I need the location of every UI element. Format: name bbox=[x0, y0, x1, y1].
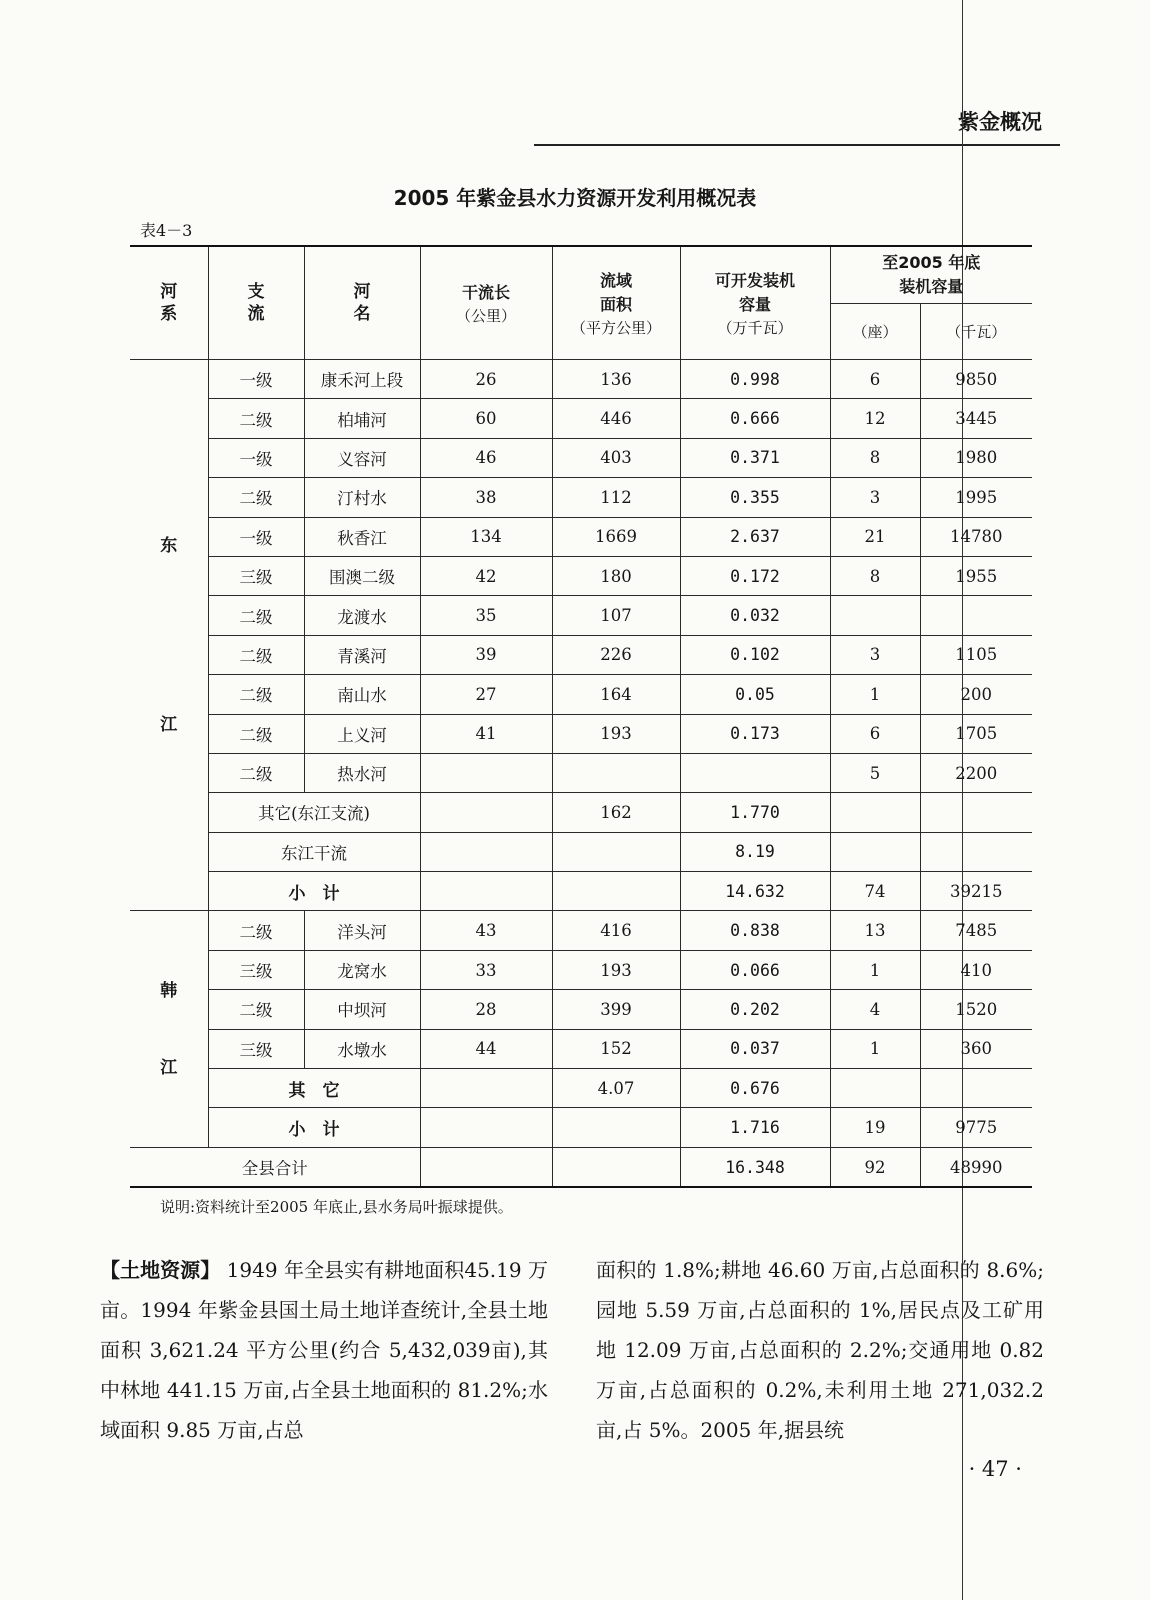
kw-cell: 9775 bbox=[920, 1108, 1032, 1147]
area-cell: 193 bbox=[552, 950, 680, 989]
table-row bbox=[130, 438, 1032, 477]
count-cell: 8 bbox=[830, 438, 920, 477]
area-cell: 162 bbox=[552, 793, 680, 832]
body-text-right: 面积的 1.8%;耕地 46.60 万亩,占总面积的 8.6%;园地 5.59 万亩,占总面积的 1%,居民点及工矿用地 12.09 万亩,占总面积的 2.2%;交通用地 0.82 万亩,占总面积的 0.2%,未利用土地 271,032.2 亩,占 5%。2005 年,据县统 bbox=[596, 1258, 1044, 1442]
table-row bbox=[130, 556, 1032, 595]
count-cell: 3 bbox=[830, 478, 920, 517]
table-row bbox=[130, 753, 1032, 792]
area-cell: 112 bbox=[552, 478, 680, 517]
tributary-cell: 二级 bbox=[208, 675, 304, 714]
kw-cell bbox=[920, 596, 1032, 635]
river-name-cell: 龙窝水 bbox=[304, 950, 420, 989]
capacity-cell: 0.102 bbox=[680, 635, 830, 674]
dongjiang-main-row bbox=[130, 832, 1032, 871]
tributary-cell: 三级 bbox=[208, 556, 304, 595]
length-cell: 43 bbox=[420, 911, 552, 950]
kw-cell: 1520 bbox=[920, 990, 1032, 1029]
dongjiang-other-row bbox=[130, 793, 1032, 832]
dongjiang-subtotal-row bbox=[130, 872, 1032, 911]
hydropower-table bbox=[130, 245, 1032, 1188]
header-installed: 至2005 年底 装机容量 bbox=[830, 246, 1032, 304]
dongjiang-subtotal-row-label: 小 计 bbox=[208, 872, 420, 911]
kw-cell: 1995 bbox=[920, 478, 1032, 517]
capacity-cell: 0.032 bbox=[680, 596, 830, 635]
page-number: · 47 · bbox=[968, 1457, 1022, 1481]
length-cell bbox=[420, 872, 552, 911]
area-cell bbox=[552, 1108, 680, 1147]
grand-total-label: 全县合计 bbox=[130, 1147, 420, 1187]
capacity-cell: 1.716 bbox=[680, 1108, 830, 1147]
count-cell: 4 bbox=[830, 990, 920, 1029]
tributary-cell: 二级 bbox=[208, 478, 304, 517]
count-cell: 6 bbox=[830, 714, 920, 753]
length-cell: 46 bbox=[420, 438, 552, 477]
count-cell: 92 bbox=[830, 1147, 920, 1187]
capacity-cell: 16.348 bbox=[680, 1147, 830, 1187]
river-name-cell: 龙渡水 bbox=[304, 596, 420, 635]
group-hanjiang: 韩 江 bbox=[130, 911, 208, 1147]
hanjiang-subtotal-row-label: 小 计 bbox=[208, 1108, 420, 1147]
header-basin-area: 流域 面积 （平方公里） bbox=[552, 246, 680, 360]
capacity-cell: 0.998 bbox=[680, 360, 830, 399]
header-main-length: 干流长 （公里） bbox=[420, 246, 552, 360]
river-name-cell: 康禾河上段 bbox=[304, 360, 420, 399]
table-row bbox=[130, 399, 1032, 438]
length-cell bbox=[420, 793, 552, 832]
table-label: 表4－3 bbox=[140, 221, 193, 240]
length-cell bbox=[420, 1108, 552, 1147]
tributary-cell: 二级 bbox=[208, 596, 304, 635]
length-cell: 33 bbox=[420, 950, 552, 989]
kw-cell: 39215 bbox=[920, 872, 1032, 911]
length-cell: 35 bbox=[420, 596, 552, 635]
header-tributary: 支 流 bbox=[208, 246, 304, 360]
capacity-cell bbox=[680, 753, 830, 792]
count-cell: 3 bbox=[830, 635, 920, 674]
count-cell: 8 bbox=[830, 556, 920, 595]
table-row bbox=[130, 478, 1032, 517]
kw-cell: 9850 bbox=[920, 360, 1032, 399]
kw-cell: 1705 bbox=[920, 714, 1032, 753]
tributary-cell: 三级 bbox=[208, 950, 304, 989]
capacity-cell: 14.632 bbox=[680, 872, 830, 911]
river-name-cell: 热水河 bbox=[304, 753, 420, 792]
kw-cell: 410 bbox=[920, 950, 1032, 989]
river-name-cell: 洋头河 bbox=[304, 911, 420, 950]
kw-cell: 2200 bbox=[920, 753, 1032, 792]
capacity-cell: 0.173 bbox=[680, 714, 830, 753]
capacity-cell: 0.172 bbox=[680, 556, 830, 595]
table-row bbox=[130, 635, 1032, 674]
body-column-right bbox=[596, 1250, 1044, 1450]
body-text-left: 1949 年全县实有耕地面积45.19 万亩。1994 年紫金县国土局土地详查统计,全县土地面积 3,621.24 平方公里(约合 5,432,039亩),其中林地 441.15 万亩,占全县土地面积的 81.2%;水域面积 9.85 万亩,占总 bbox=[100, 1258, 549, 1442]
area-cell: 107 bbox=[552, 596, 680, 635]
area-cell: 1669 bbox=[552, 517, 680, 556]
river-name-cell: 围澳二级 bbox=[304, 556, 420, 595]
river-name-cell: 义容河 bbox=[304, 438, 420, 477]
area-cell: 193 bbox=[552, 714, 680, 753]
length-cell bbox=[420, 1147, 552, 1187]
count-cell bbox=[830, 596, 920, 635]
count-cell bbox=[830, 793, 920, 832]
length-cell: 26 bbox=[420, 360, 552, 399]
kw-cell: 200 bbox=[920, 675, 1032, 714]
count-cell: 5 bbox=[830, 753, 920, 792]
count-cell: 74 bbox=[830, 872, 920, 911]
capacity-cell: 8.19 bbox=[680, 832, 830, 871]
count-cell: 1 bbox=[830, 675, 920, 714]
length-cell: 28 bbox=[420, 990, 552, 1029]
tributary-cell: 二级 bbox=[208, 714, 304, 753]
table-row bbox=[130, 360, 1032, 399]
kw-cell: 1105 bbox=[920, 635, 1032, 674]
length-cell: 44 bbox=[420, 1029, 552, 1068]
count-cell: 19 bbox=[830, 1108, 920, 1147]
table-row bbox=[130, 990, 1032, 1029]
table-note: 说明:资料统计至2005 年底止,县水务局叶振球提供。 bbox=[160, 1198, 513, 1216]
count-cell: 1 bbox=[830, 950, 920, 989]
area-cell: 136 bbox=[552, 360, 680, 399]
kw-cell: 1980 bbox=[920, 438, 1032, 477]
header-row bbox=[130, 246, 1032, 304]
count-cell: 6 bbox=[830, 360, 920, 399]
capacity-cell: 0.066 bbox=[680, 950, 830, 989]
river-name-cell: 中坝河 bbox=[304, 990, 420, 1029]
area-cell: 226 bbox=[552, 635, 680, 674]
river-name-cell: 南山水 bbox=[304, 675, 420, 714]
capacity-cell: 1.770 bbox=[680, 793, 830, 832]
tributary-cell: 二级 bbox=[208, 911, 304, 950]
kw-cell bbox=[920, 1069, 1032, 1108]
count-cell: 1 bbox=[830, 1029, 920, 1068]
table-row bbox=[130, 517, 1032, 556]
table-row bbox=[130, 1029, 1032, 1068]
table-row bbox=[130, 714, 1032, 753]
hanjiang-subtotal-row bbox=[130, 1108, 1032, 1147]
kw-cell: 14780 bbox=[920, 517, 1032, 556]
length-cell: 41 bbox=[420, 714, 552, 753]
tributary-cell: 一级 bbox=[208, 517, 304, 556]
header-kw-unit: （千瓦） bbox=[920, 304, 1032, 360]
capacity-cell: 0.355 bbox=[680, 478, 830, 517]
tributary-cell: 二级 bbox=[208, 635, 304, 674]
river-name-cell: 上义河 bbox=[304, 714, 420, 753]
length-cell: 38 bbox=[420, 478, 552, 517]
area-cell: 164 bbox=[552, 675, 680, 714]
area-cell: 446 bbox=[552, 399, 680, 438]
count-cell: 12 bbox=[830, 399, 920, 438]
area-cell: 4.07 bbox=[552, 1069, 680, 1108]
length-cell bbox=[420, 753, 552, 792]
area-cell: 416 bbox=[552, 911, 680, 950]
group-dongjiang: 东 江 bbox=[130, 360, 208, 911]
body-column-left bbox=[100, 1250, 548, 1450]
area-cell: 403 bbox=[552, 438, 680, 477]
area-cell: 152 bbox=[552, 1029, 680, 1068]
area-cell: 399 bbox=[552, 990, 680, 1029]
kw-cell: 360 bbox=[920, 1029, 1032, 1068]
river-name-cell: 水墩水 bbox=[304, 1029, 420, 1068]
river-name-cell: 汀村水 bbox=[304, 478, 420, 517]
table-row bbox=[130, 596, 1032, 635]
river-name-cell: 青溪河 bbox=[304, 635, 420, 674]
kw-cell bbox=[920, 793, 1032, 832]
count-cell: 21 bbox=[830, 517, 920, 556]
dongjiang-other-row-label: 其它(东江支流) bbox=[208, 793, 420, 832]
tributary-cell: 二级 bbox=[208, 990, 304, 1029]
header-river-name: 河 名 bbox=[304, 246, 420, 360]
length-cell bbox=[420, 1069, 552, 1108]
table-row bbox=[130, 675, 1032, 714]
capacity-cell: 0.838 bbox=[680, 911, 830, 950]
length-cell: 42 bbox=[420, 556, 552, 595]
river-name-cell: 秋香江 bbox=[304, 517, 420, 556]
capacity-cell: 0.037 bbox=[680, 1029, 830, 1068]
hanjiang-other-row bbox=[130, 1069, 1032, 1108]
table-title: 2005 年紫金县水力资源开发利用概况表 bbox=[393, 186, 757, 210]
capacity-cell: 0.676 bbox=[680, 1069, 830, 1108]
area-cell bbox=[552, 753, 680, 792]
table-row bbox=[130, 950, 1032, 989]
header-rule bbox=[534, 144, 1060, 146]
length-cell: 27 bbox=[420, 675, 552, 714]
length-cell: 134 bbox=[420, 517, 552, 556]
count-cell: 13 bbox=[830, 911, 920, 950]
area-cell bbox=[552, 872, 680, 911]
grand-total-row bbox=[130, 1147, 1032, 1187]
length-cell bbox=[420, 832, 552, 871]
count-cell bbox=[830, 832, 920, 871]
kw-cell: 3445 bbox=[920, 399, 1032, 438]
hanjiang-other-row-label: 其 它 bbox=[208, 1069, 420, 1108]
length-cell: 39 bbox=[420, 635, 552, 674]
header-count-unit: （座） bbox=[830, 304, 920, 360]
kw-cell: 1955 bbox=[920, 556, 1032, 595]
area-cell bbox=[552, 1147, 680, 1187]
header-river-system: 河 系 bbox=[130, 246, 208, 360]
capacity-cell: 2.637 bbox=[680, 517, 830, 556]
dongjiang-main-row-label: 东江干流 bbox=[208, 832, 420, 871]
capacity-cell: 0.666 bbox=[680, 399, 830, 438]
tributary-cell: 一级 bbox=[208, 438, 304, 477]
capacity-cell: 0.05 bbox=[680, 675, 830, 714]
kw-cell: 7485 bbox=[920, 911, 1032, 950]
section-lead: 【土地资源】 bbox=[100, 1258, 221, 1282]
table-row bbox=[130, 911, 1032, 950]
count-cell bbox=[830, 1069, 920, 1108]
kw-cell bbox=[920, 832, 1032, 871]
area-cell bbox=[552, 832, 680, 871]
header-dev-capacity: 可开发装机 容量 （万千瓦） bbox=[680, 246, 830, 360]
kw-cell: 48990 bbox=[920, 1147, 1032, 1187]
tributary-cell: 二级 bbox=[208, 753, 304, 792]
section-title: 紫金概况 bbox=[958, 110, 1042, 134]
capacity-cell: 0.202 bbox=[680, 990, 830, 1029]
river-name-cell: 柏埔河 bbox=[304, 399, 420, 438]
tributary-cell: 二级 bbox=[208, 399, 304, 438]
tributary-cell: 一级 bbox=[208, 360, 304, 399]
area-cell: 180 bbox=[552, 556, 680, 595]
tributary-cell: 三级 bbox=[208, 1029, 304, 1068]
capacity-cell: 0.371 bbox=[680, 438, 830, 477]
length-cell: 60 bbox=[420, 399, 552, 438]
